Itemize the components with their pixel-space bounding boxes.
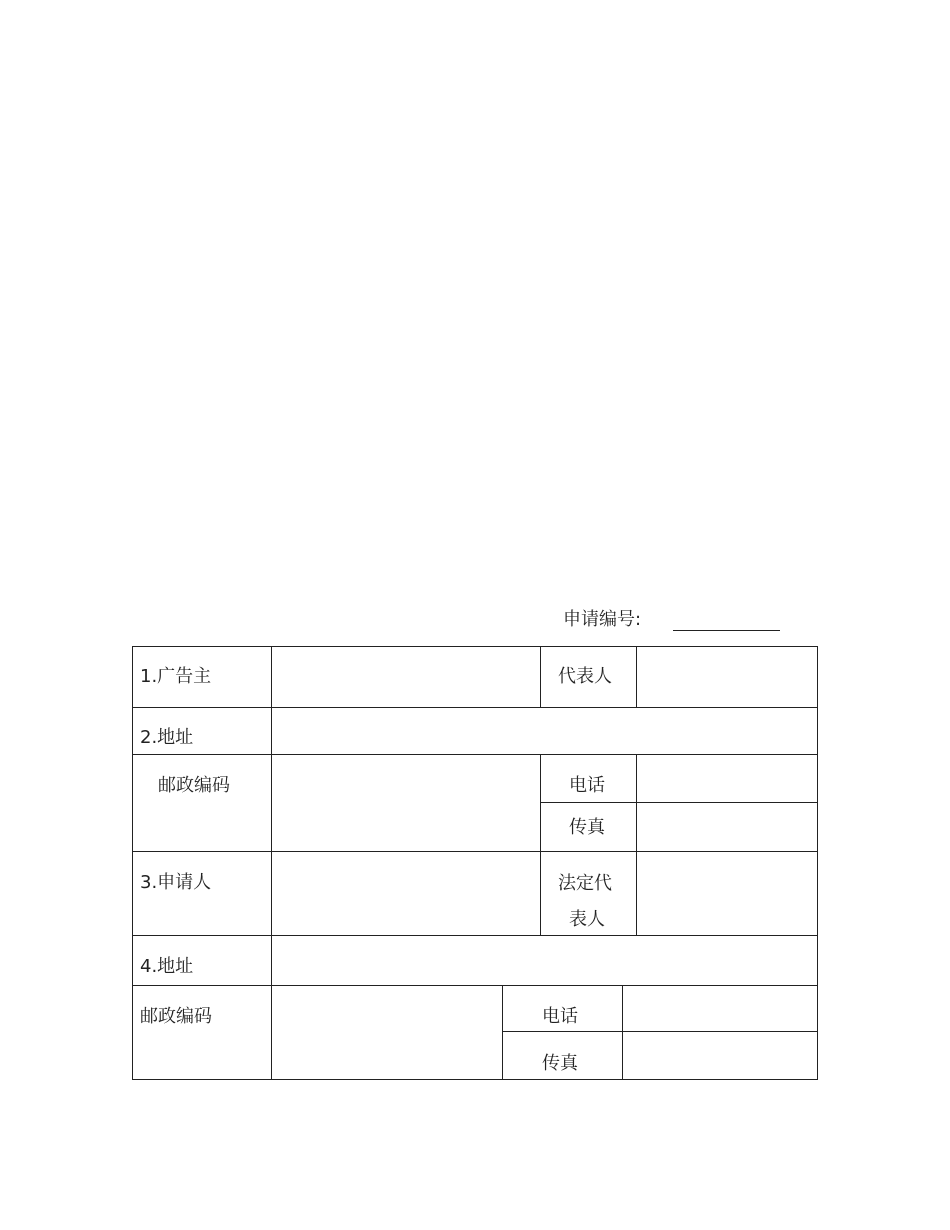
- fax-input[interactable]: [637, 803, 817, 851]
- table-border-left: [132, 646, 133, 1080]
- postcode-label: 邮政编码: [140, 1006, 212, 1027]
- applicant-input[interactable]: [272, 852, 540, 935]
- column-divider: [502, 985, 503, 1080]
- address-input[interactable]: [272, 708, 817, 754]
- advertiser-representative-input[interactable]: [637, 647, 817, 707]
- address-label: 4.地址: [140, 956, 194, 977]
- table-border-right: [817, 646, 818, 1080]
- phone-label: 电话: [542, 1006, 578, 1027]
- postcode-input[interactable]: [272, 755, 540, 851]
- fax-label: 传真: [569, 817, 605, 838]
- advertiser-input[interactable]: [272, 647, 540, 707]
- table-border-bottom: [132, 1079, 818, 1080]
- postcode-label: 邮政编码: [158, 775, 230, 796]
- advertiser-representative-label: 代表人: [558, 666, 612, 687]
- legal-representative-label-line2: 表人: [569, 909, 605, 930]
- fax-label: 传真: [542, 1053, 578, 1074]
- application-number-field[interactable]: [673, 630, 780, 631]
- applicant-label: 3.申请人: [140, 872, 212, 893]
- legal-representative-label-line1: 法定代: [558, 873, 612, 894]
- phone-label: 电话: [569, 775, 605, 796]
- phone-input[interactable]: [623, 986, 817, 1031]
- phone-input[interactable]: [637, 755, 817, 802]
- address-label: 2.地址: [140, 727, 194, 748]
- postcode-input[interactable]: [272, 986, 502, 1079]
- fax-input[interactable]: [623, 1032, 817, 1079]
- application-number-label: 申请编号:: [563, 609, 642, 630]
- legal-representative-input[interactable]: [637, 852, 817, 935]
- advertiser-label: 1.广告主: [140, 666, 212, 687]
- column-divider: [540, 646, 541, 708]
- application-form-table: [132, 646, 818, 1080]
- address-input[interactable]: [272, 936, 817, 985]
- column-divider: [540, 754, 541, 936]
